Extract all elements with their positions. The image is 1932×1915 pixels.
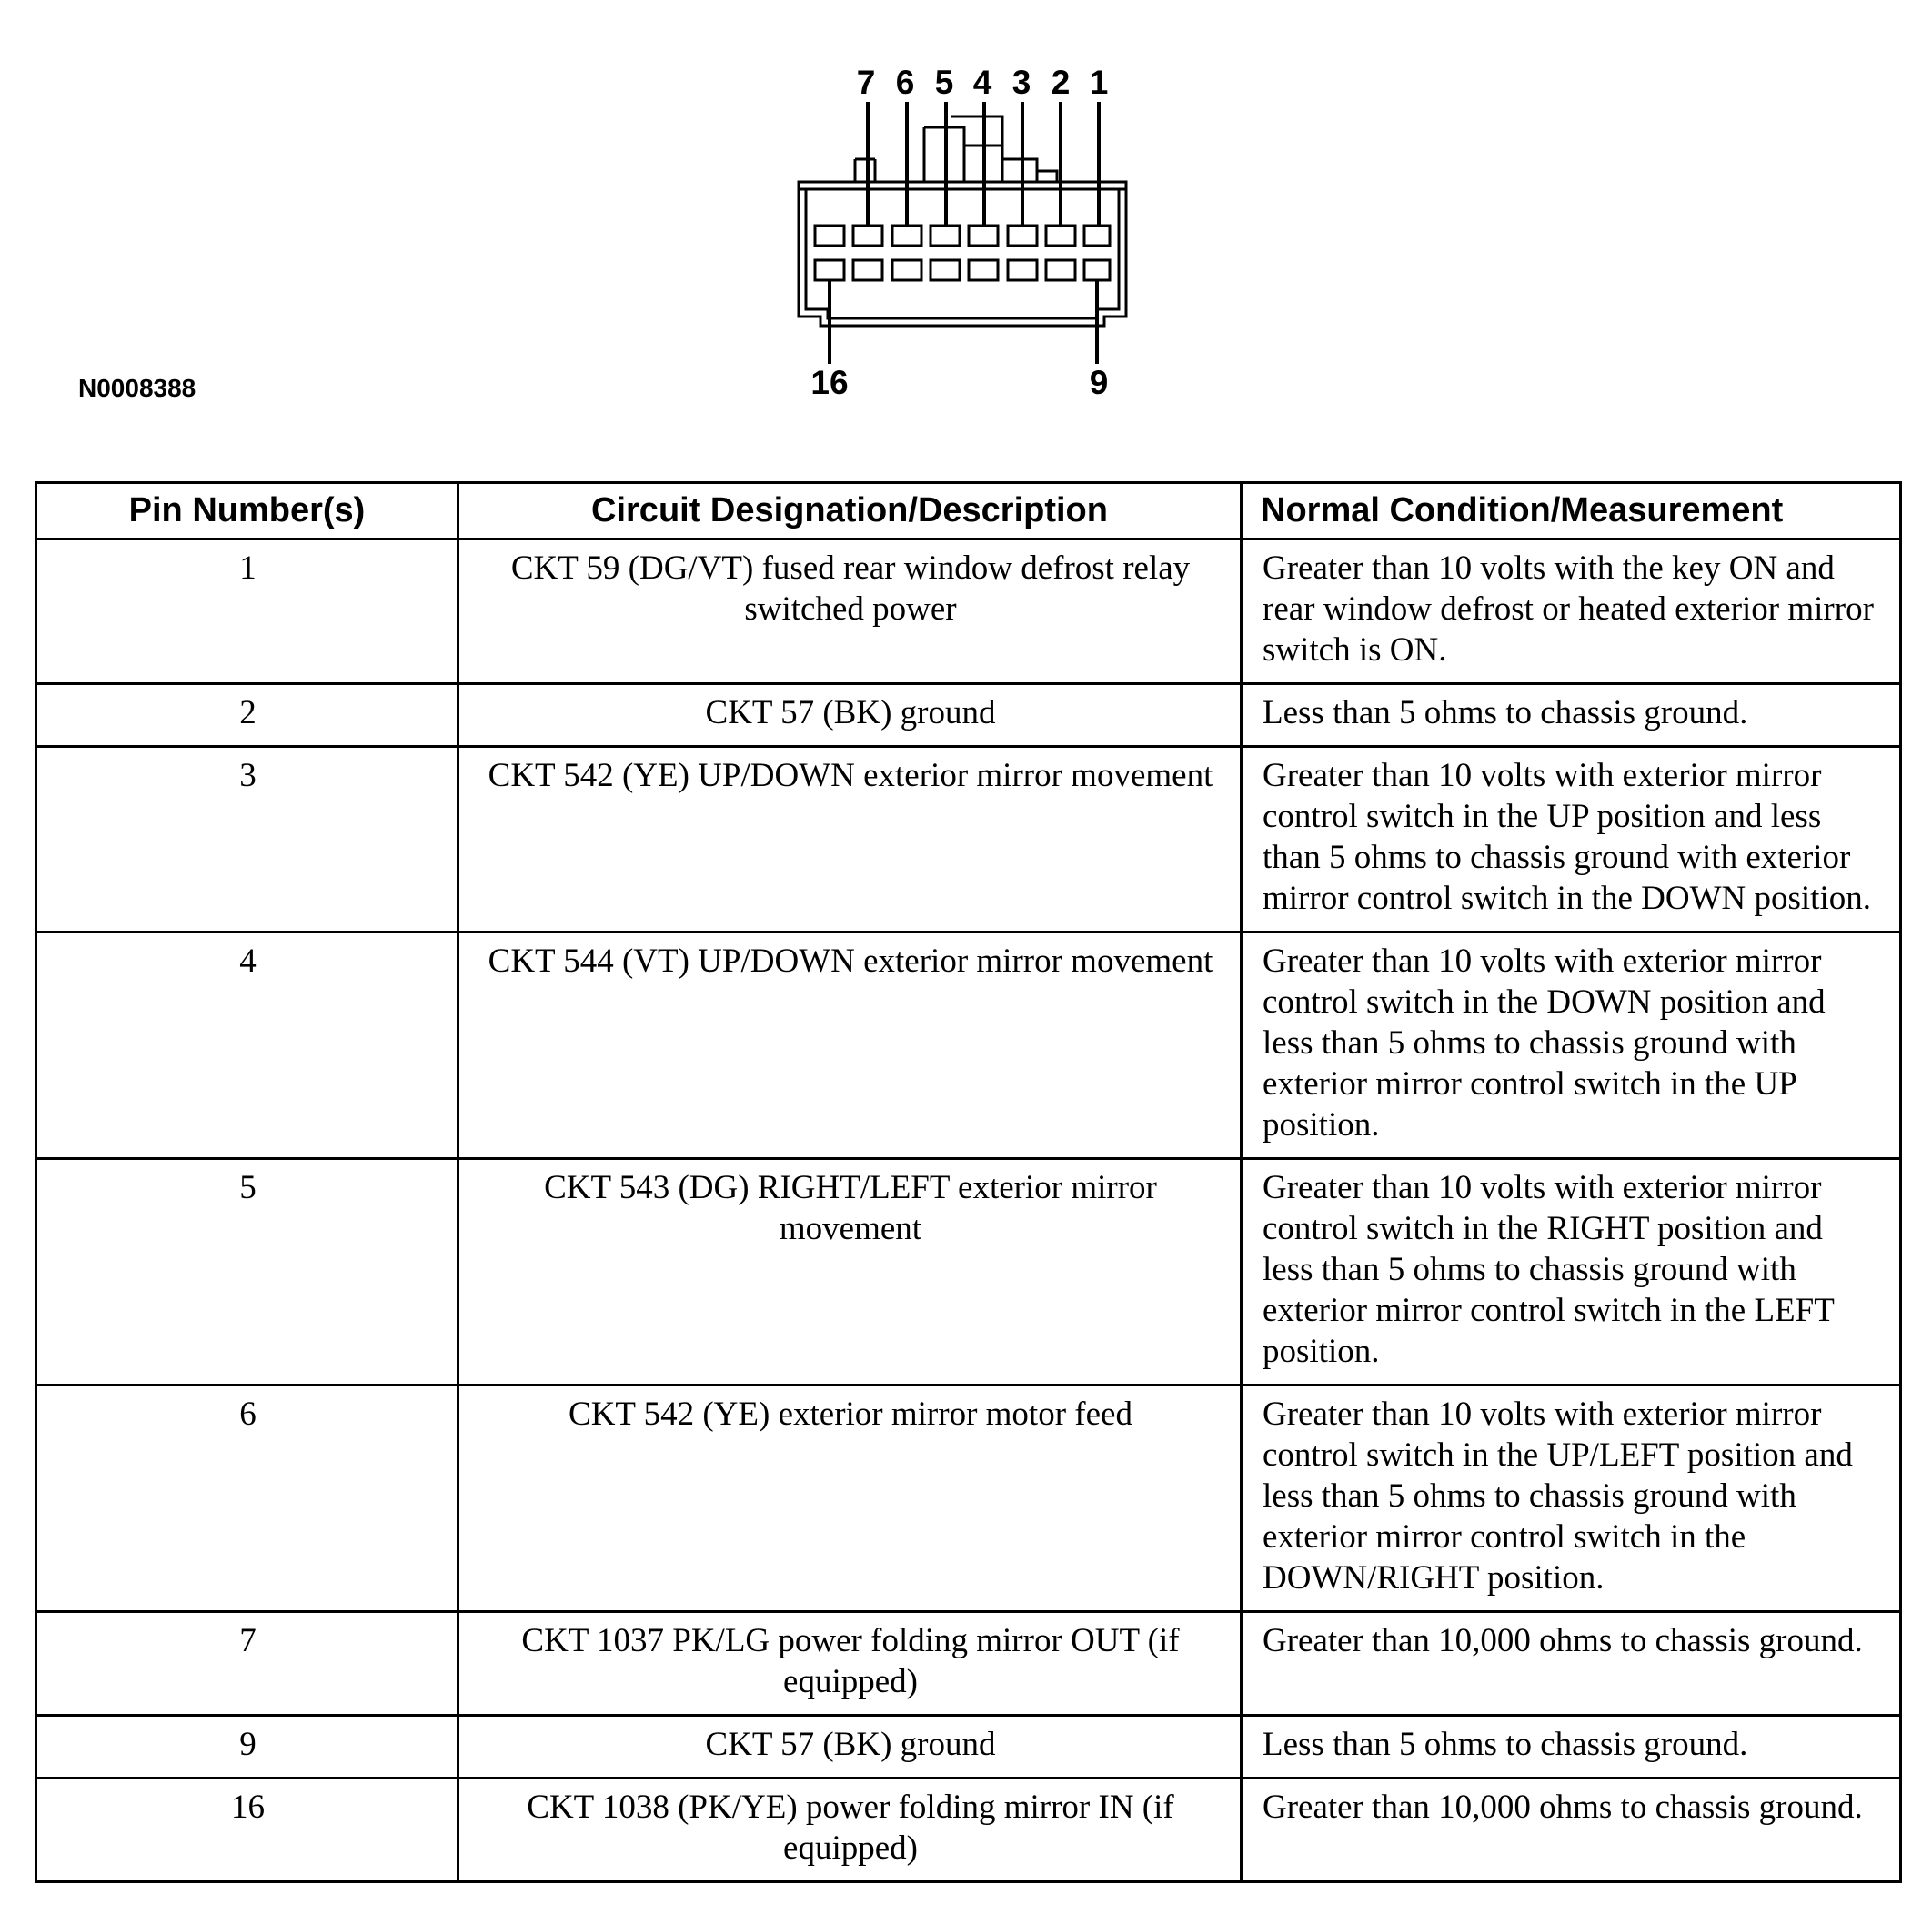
connector-housing [799, 116, 1126, 326]
cell-condition: Greater than 10 volts with exterior mirror control switch in the UP/LEFT position and less than 5 ohms to chassis ground with exterior mirror control switch in the DOWN/RIGHT position. [1242, 1386, 1901, 1612]
cell-pin: 6 [36, 1386, 458, 1612]
header-circuit: Circuit Designation/Description [458, 483, 1242, 539]
table-row [36, 684, 1901, 747]
cell-pin: 5 [36, 1159, 458, 1386]
cell-condition: Less than 5 ohms to chassis ground. [1242, 1716, 1901, 1779]
cell-circuit: CKT 59 (DG/VT) fused rear window defrost relay switched power [458, 539, 1242, 684]
cell-pin: 4 [36, 932, 458, 1159]
cell-condition: Greater than 10 volts with exterior mirror control switch in the UP position and less than 5 ohms to chassis ground with exterior mirror control switch in the DOWN position. [1242, 747, 1901, 932]
pin-table [35, 481, 1902, 1883]
table-row [36, 1612, 1901, 1716]
table-row [36, 1716, 1901, 1779]
cell-condition: Greater than 10 volts with exterior mirror control switch in the DOWN position and less than 5 ohms to chassis ground with exterior mirror control switch in the UP position. [1242, 932, 1901, 1159]
pin-label-5: 5 [934, 64, 954, 101]
cell-circuit: CKT 542 (YE) exterior mirror motor feed [458, 1386, 1242, 1612]
cell-condition: Less than 5 ohms to chassis ground. [1242, 684, 1901, 747]
table-row [36, 1779, 1901, 1882]
cell-pin: 7 [36, 1612, 458, 1716]
table-row [36, 539, 1901, 684]
cell-pin: 16 [36, 1779, 458, 1882]
cell-pin: 9 [36, 1716, 458, 1779]
cell-condition: Greater than 10,000 ohms to chassis ground. [1242, 1779, 1901, 1882]
cell-condition: Greater than 10 volts with exterior mirror control switch in the RIGHT position and less than 5 ohms to chassis ground with exterior mirror control switch in the LEFT position. [1242, 1159, 1901, 1386]
table-row [36, 1386, 1901, 1612]
cell-circuit: CKT 543 (DG) RIGHT/LEFT exterior mirror movement [458, 1159, 1242, 1386]
cell-circuit: CKT 57 (BK) ground [458, 1716, 1242, 1779]
header-condition: Normal Condition/Measurement [1242, 483, 1901, 539]
pin-label-16: 16 [810, 364, 849, 401]
table-header-row [36, 483, 1901, 539]
cell-condition: Greater than 10,000 ohms to chassis ground. [1242, 1612, 1901, 1716]
table-row [36, 1159, 1901, 1386]
cell-condition: Greater than 10 volts with the key ON and rear window defrost or heated exterior mirror switch is ON. [1242, 539, 1901, 684]
cell-circuit: CKT 1038 (PK/YE) power folding mirror IN (if equipped) [458, 1779, 1242, 1882]
cell-circuit: CKT 544 (VT) UP/DOWN exterior mirror movement [458, 932, 1242, 1159]
cell-pin: 2 [36, 684, 458, 747]
cell-circuit: CKT 57 (BK) ground [458, 684, 1242, 747]
pin-label-1: 1 [1089, 64, 1109, 101]
cell-circuit: CKT 542 (YE) UP/DOWN exterior mirror movement [458, 747, 1242, 932]
pin-label-4: 4 [972, 64, 992, 101]
figure-id: N0008388 [78, 374, 196, 402]
pin-label-7: 7 [856, 64, 876, 101]
cell-pin: 3 [36, 747, 458, 932]
pin-label-2: 2 [1051, 64, 1071, 101]
table-row [36, 747, 1901, 932]
cell-pin: 1 [36, 539, 458, 684]
top-cavity-row [815, 226, 1110, 246]
connector-diagram [0, 0, 1932, 428]
table-row [36, 932, 1901, 1159]
pin-label-3: 3 [1011, 64, 1031, 101]
cell-circuit: CKT 1037 PK/LG power folding mirror OUT (if equipped) [458, 1612, 1242, 1716]
bottom-cavity-row [815, 260, 1110, 280]
pin-label-9: 9 [1089, 364, 1109, 401]
top-pin-labels [857, 64, 1109, 101]
header-pin-number: Pin Number(s) [36, 483, 458, 539]
pin-label-6: 6 [895, 64, 915, 101]
